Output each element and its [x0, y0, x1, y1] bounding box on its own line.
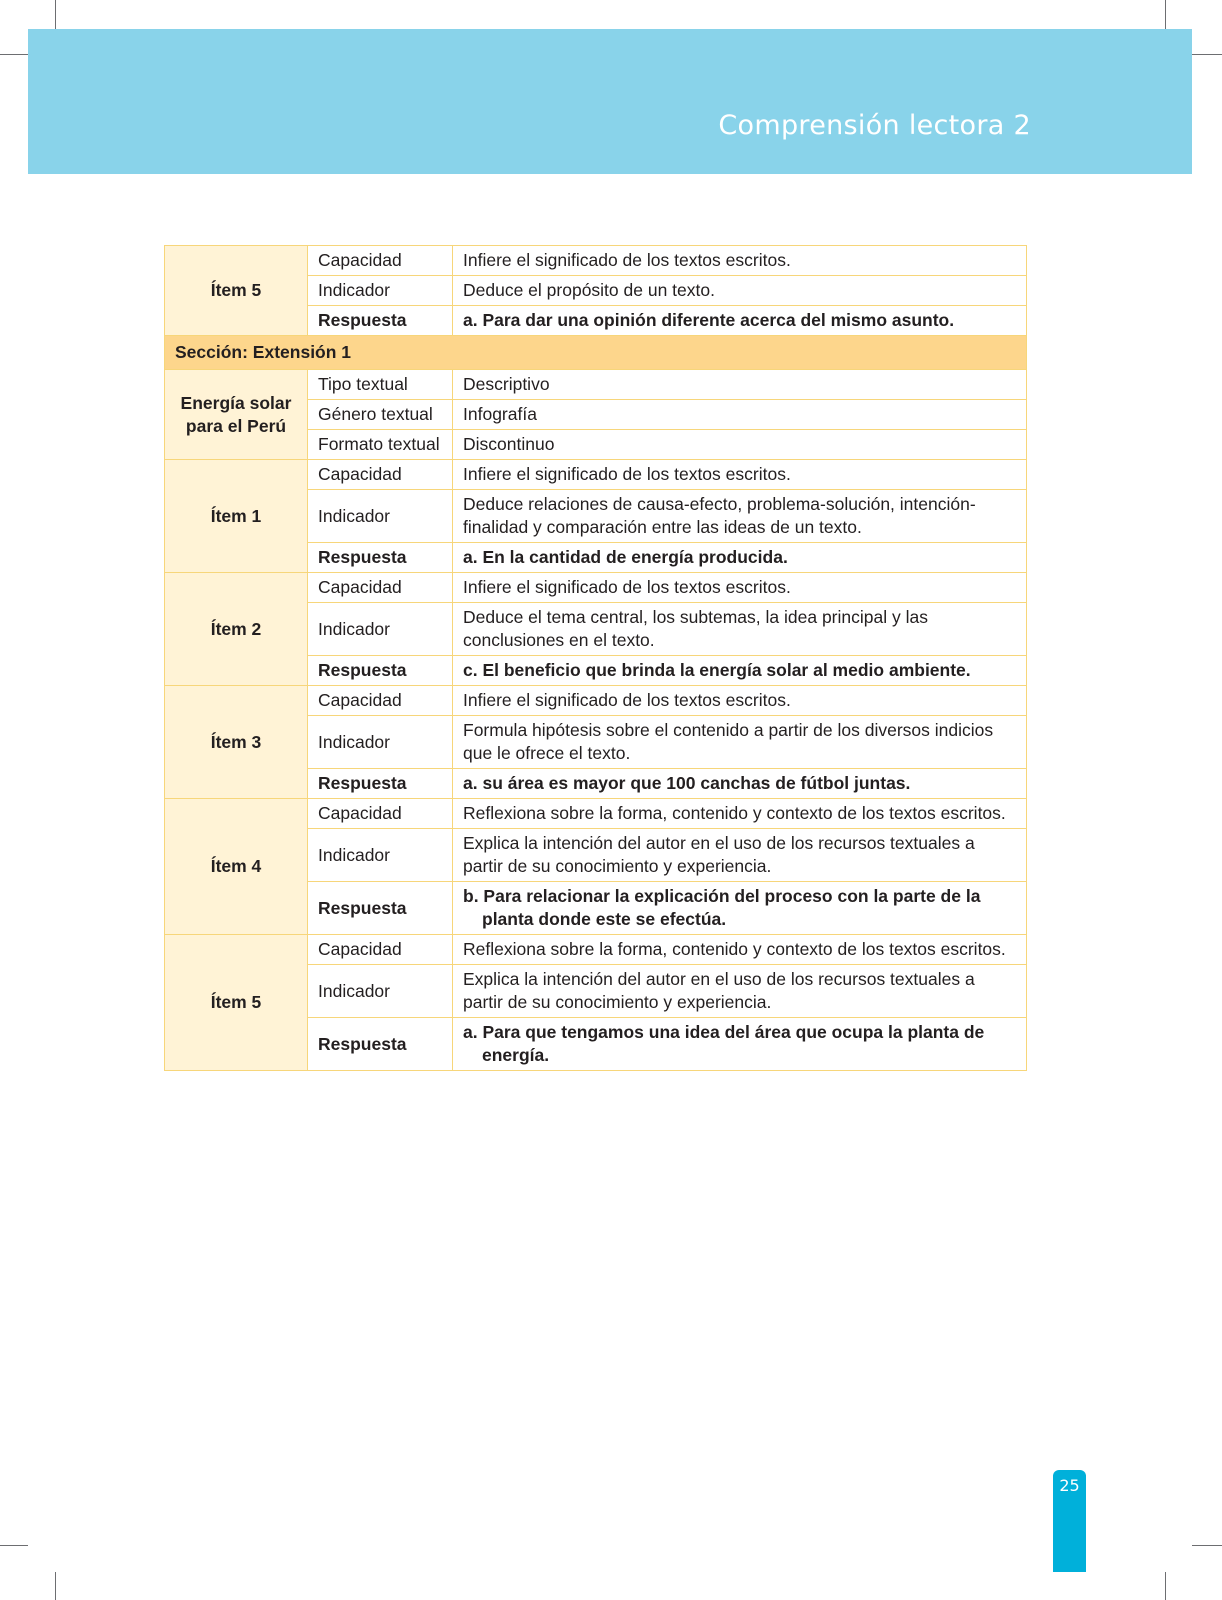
row-label: Indicador: [308, 276, 453, 306]
crop-mark: [55, 0, 56, 29]
row-label: Capacidad: [308, 935, 453, 965]
row-label: Tipo textual: [308, 370, 453, 400]
crop-mark: [0, 54, 28, 55]
item-label: Ítem 5: [165, 246, 308, 336]
answer-value: b. Para relacionar la explicación del proceso con la parte de la planta donde este se efectúa.: [453, 882, 1027, 935]
page-number: 25: [1059, 1476, 1080, 1495]
row-label: Respuesta: [308, 656, 453, 686]
row-label: Capacidad: [308, 686, 453, 716]
page-header-title: Comprensión lectora 2: [718, 110, 1031, 141]
table-row: [165, 460, 1027, 490]
row-value: Deduce relaciones de causa-efecto, problema-solución, intención-finalidad y comparación entre las ideas de un texto.: [453, 490, 1027, 543]
item-label: Ítem 1: [165, 460, 308, 573]
row-label: Respuesta: [308, 543, 453, 573]
crop-mark: [1192, 1545, 1222, 1546]
answer-value: c. El beneficio que brinda la energía solar al medio ambiente.: [453, 656, 1027, 686]
table-row: [165, 686, 1027, 716]
row-value: Infiere el significado de los textos escritos.: [453, 686, 1027, 716]
answer-value: a. su área es mayor que 100 canchas de fútbol juntas.: [453, 769, 1027, 799]
evaluation-table: [164, 245, 1027, 1071]
table-row: [165, 370, 1027, 400]
row-label: Capacidad: [308, 246, 453, 276]
row-label: Indicador: [308, 716, 453, 769]
table-row: [165, 246, 1027, 276]
table-row: [165, 935, 1027, 965]
row-label: Respuesta: [308, 769, 453, 799]
row-value: Infiere el significado de los textos escritos.: [453, 460, 1027, 490]
item-label: Ítem 3: [165, 686, 308, 799]
row-value: Explica la intención del autor en el uso de los recursos textuales a partir de su conocimiento y experiencia.: [453, 965, 1027, 1018]
crop-mark: [0, 1545, 28, 1546]
row-value: Infiere el significado de los textos escritos.: [453, 246, 1027, 276]
row-label: Formato textual: [308, 430, 453, 460]
row-label: Capacidad: [308, 799, 453, 829]
row-label: Indicador: [308, 603, 453, 656]
row-value: Infiere el significado de los textos escritos.: [453, 573, 1027, 603]
row-value: Reflexiona sobre la forma, contenido y contexto de los textos escritos.: [453, 799, 1027, 829]
crop-mark: [1165, 1572, 1166, 1600]
answer-value: a. En la cantidad de energía producida.: [453, 543, 1027, 573]
crop-mark: [1192, 54, 1222, 55]
table-row: [165, 573, 1027, 603]
item-label: Ítem 2: [165, 573, 308, 686]
row-value: Formula hipótesis sobre el contenido a partir de los diversos indicios que le ofrece el texto.: [453, 716, 1027, 769]
text-title: Energía solar para el Perú: [165, 370, 308, 460]
answer-value: a. Para que tengamos una idea del área que ocupa la planta de energía.: [453, 1018, 1027, 1071]
row-label: Indicador: [308, 490, 453, 543]
item-label: Ítem 5: [165, 935, 308, 1071]
row-value: Reflexiona sobre la forma, contenido y contexto de los textos escritos.: [453, 935, 1027, 965]
table-row: [165, 799, 1027, 829]
row-value: Infografía: [453, 400, 1027, 430]
header-band: [28, 29, 1192, 174]
section-title: Sección: Extensión 1: [165, 336, 1027, 370]
row-value: Deduce el propósito de un texto.: [453, 276, 1027, 306]
row-label: Respuesta: [308, 1018, 453, 1071]
crop-mark: [55, 1572, 56, 1600]
row-value: Deduce el tema central, los subtemas, la idea principal y las conclusiones en el texto.: [453, 603, 1027, 656]
row-label: Indicador: [308, 829, 453, 882]
row-value: Explica la intención del autor en el uso de los recursos textuales a partir de su conocimiento y experiencia.: [453, 829, 1027, 882]
row-value: Discontinuo: [453, 430, 1027, 460]
item-label: Ítem 4: [165, 799, 308, 935]
row-value: Descriptivo: [453, 370, 1027, 400]
section-row: [165, 336, 1027, 370]
row-label: Capacidad: [308, 573, 453, 603]
row-label: Respuesta: [308, 306, 453, 336]
row-label: Género textual: [308, 400, 453, 430]
row-label: Respuesta: [308, 882, 453, 935]
crop-mark: [1165, 0, 1166, 29]
row-label: Capacidad: [308, 460, 453, 490]
row-label: Indicador: [308, 965, 453, 1018]
answer-value: a. Para dar una opinión diferente acerca del mismo asunto.: [453, 306, 1027, 336]
